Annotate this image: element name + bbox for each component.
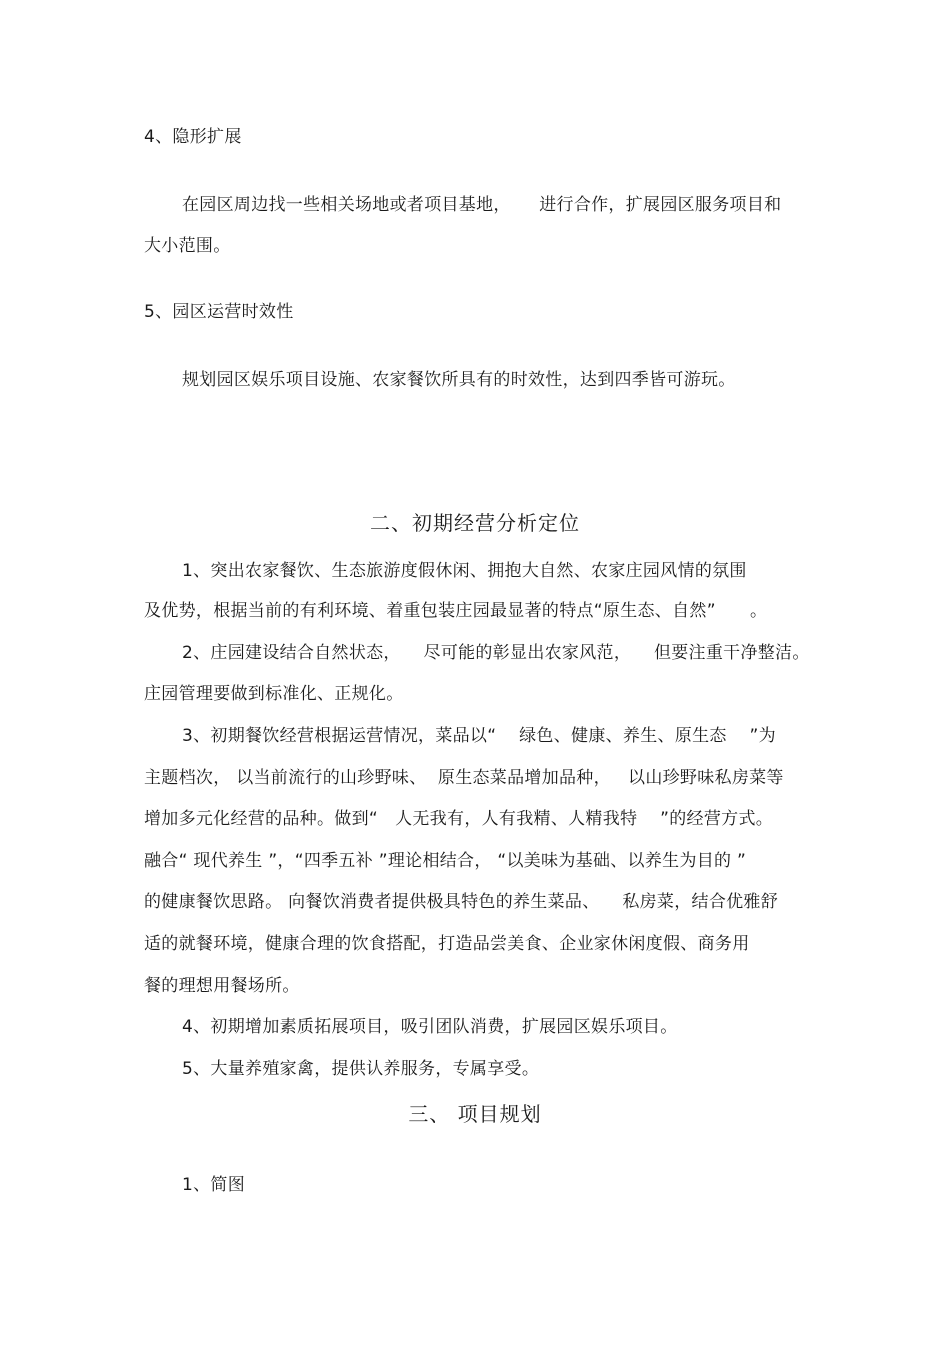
para-4: 4、初期增加素质拓展项目，吸引团队消费，扩展园区娱乐项目。 — [182, 1017, 678, 1037]
s4-body-line-1: 在园区周边找一些相关场地或者项目基地， 进行合作，扩展园区服务项目和 — [182, 195, 782, 215]
para-1-line-1: 1、突出农家餐饮、生态旅游度假休闲、拥抱大自然、农家庄园风情的氛围 — [182, 561, 747, 581]
s5-body: 规划园区娱乐项目设施、农家餐饮所具有的时效性，达到四季皆可游玩。 — [182, 370, 736, 390]
para-1-line-2: 及优势，根据当前的有利环境、着重包装庄园最显著的特点“原生态、自然” 。 — [144, 601, 768, 621]
para-3-line-5: 的健康餐饮思路。 向餐饮消费者提供极具特色的养生菜品、 私房菜，结合优雅舒 — [144, 892, 779, 912]
section-2-heading: 二、初期经营分析定位 — [370, 511, 580, 535]
para-3-line-2: 主题档次， 以当前流行的山珍野味、 原生态菜品增加品种， 以山珍野味私房菜等 — [144, 768, 784, 788]
s5-title: 5、园区运营时效性 — [144, 302, 294, 322]
para-3-line-1: 3、初期餐饮经营根据运营情况，菜品以“ 绿色、健康、养生、原生态 ”为 — [182, 726, 776, 746]
para-3-line-3: 增加多元化经营的品种。做到“ 人无我有，人有我精、人精我特 ”的经营方式。 — [144, 809, 774, 829]
para-2-line-1: 2、庄园建设结合自然状态， 尽可能的彰显出农家风范， 但要注重干净整洁。 — [182, 643, 810, 663]
s1-title: 1、简图 — [182, 1175, 246, 1195]
para-3-line-7: 餐的理想用餐场所。 — [144, 976, 300, 996]
para-5: 5、大量养殖家禽，提供认养服务，专属享受。 — [182, 1059, 540, 1079]
s4-title: 4、隐形扩展 — [144, 127, 242, 147]
para-3-line-6: 适的就餐环境，健康合理的饮食搭配，打造品尝美食、企业家休闲度假、商务用 — [144, 934, 750, 954]
s4-body-line-2: 大小范围。 — [144, 236, 231, 256]
para-2-line-2: 庄园管理要做到标准化、正规化。 — [144, 684, 404, 704]
para-3-line-4: 融合“ 现代养生 ”，“四季五补 ”理论相结合， “以美味为基础、以养生为目的 ” — [144, 851, 747, 871]
section-3-heading: 三、 项目规划 — [408, 1102, 542, 1126]
